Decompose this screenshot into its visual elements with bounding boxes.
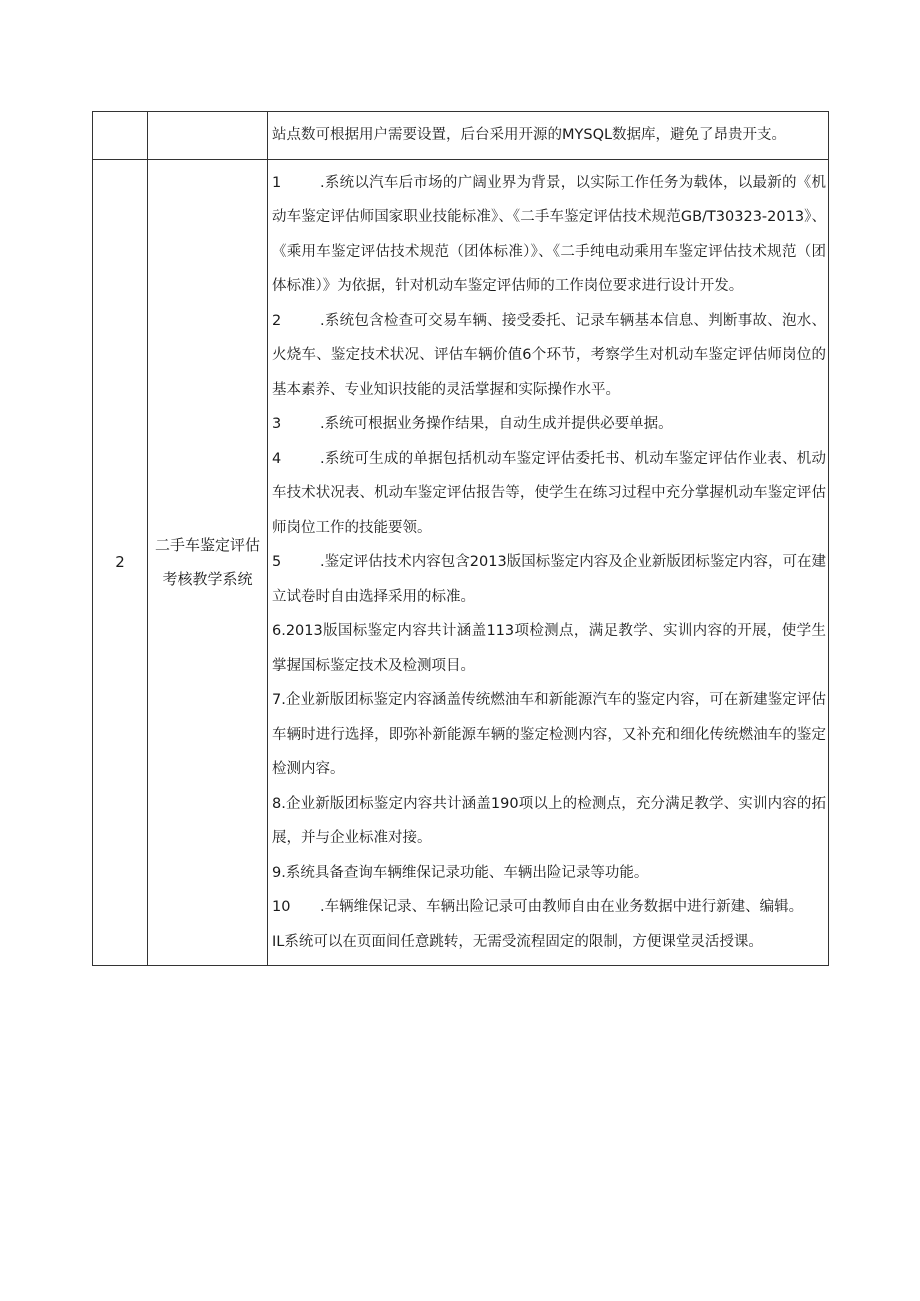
spec-table	[92, 111, 829, 966]
item-text: 9.系统具备查询车辆维保记录功能、车辆出险记录等功能。	[272, 864, 649, 881]
item-text: 8.企业新版团标鉴定内容共计涵盖190项以上的检测点，充分满足教学、实训内容的拓展，并与企业标准对接。	[272, 795, 826, 846]
item-number: 10	[272, 899, 291, 915]
row-name-cell	[148, 112, 268, 160]
item-text: .车辆维保记录、车辆出险记录可由教师自由在业务数据中进行新建、编辑。	[320, 899, 804, 915]
list-item	[272, 683, 826, 787]
list-item	[272, 166, 826, 304]
item-number: 3	[272, 416, 282, 432]
list-item	[272, 545, 826, 614]
description-cell	[268, 112, 829, 160]
list-item	[272, 442, 826, 546]
item-text: 6.2013版国标鉴定内容共计涵盖113项检测点，满足教学、实训内容的开展，使学生掌握国标鉴定技术及检测项目。	[272, 623, 826, 674]
item-number: 4	[272, 450, 282, 467]
row-number-cell: 2	[93, 159, 148, 966]
table-row	[93, 112, 829, 160]
item-number: 2	[272, 312, 282, 329]
list-item	[272, 304, 826, 408]
list-item	[272, 614, 826, 683]
item-number: 1	[272, 174, 282, 191]
table-row	[93, 159, 829, 966]
list-item	[272, 856, 826, 891]
item-text: IL系统可以在页面间任意跳转，无需受流程固定的限制，方便课堂灵活授课。	[272, 933, 763, 950]
item-text: .系统以汽车后市场的广阔业界为背景，以实际工作任务为载体，以最新的《机动车鉴定评估师国家职业技能标准》、《二手车鉴定评估技术规范GB/T30323-2013》、《乘用车鉴定评估技术规范（团体标准）》、《二手纯电动乘用车鉴定评估技术规范（团体标准）》为依据，针对机动车鉴定评估师的工作岗位要求进行设计开发。	[272, 174, 826, 294]
list-item	[272, 925, 826, 960]
item-text: .系统包含检查可交易车辆、接受委托、记录车辆基本信息、判断事故、泡水、火烧车、鉴定技术状况、评估车辆价值6个环节，考察学生对机动车鉴定评估师岗位的基本素养、专业知识技能的灵活掌握和实际操作水平。	[272, 312, 826, 398]
item-text: .系统可生成的单据包括机动车鉴定评估委托书、机动车鉴定评估作业表、机动车技术状况表、机动车鉴定评估报告等，使学生在练习过程中充分掌握机动车鉴定评估师岗位工作的技能要领。	[272, 450, 826, 536]
item-text: .鉴定评估技术内容包含2013版国标鉴定内容及企业新版团标鉴定内容，可在建立试卷时自由选择采用的标准。	[272, 554, 826, 605]
list-item	[272, 890, 826, 925]
description-cell	[268, 159, 829, 966]
item-text: 7.企业新版团标鉴定内容涵盖传统燃油车和新能源汽车的鉴定内容，可在新建鉴定评估车辆时进行选择，即弥补新能源车辆的鉴定检测内容，又补充和细化传统燃油车的鉴定检测内容。	[272, 692, 826, 777]
row-name-cell: 二手车鉴定评估考核教学系统	[148, 159, 268, 966]
row-number-cell	[93, 112, 148, 160]
continuation-text: 站点数可根据用户需要设置，后台采用开源的MYSQL数据库，避免了昂贵开支。	[272, 127, 787, 143]
item-number: 5	[272, 554, 282, 570]
list-item	[272, 787, 826, 856]
item-text: .系统可根据业务操作结果，自动生成并提供必要单据。	[320, 416, 673, 432]
list-item	[272, 407, 826, 442]
